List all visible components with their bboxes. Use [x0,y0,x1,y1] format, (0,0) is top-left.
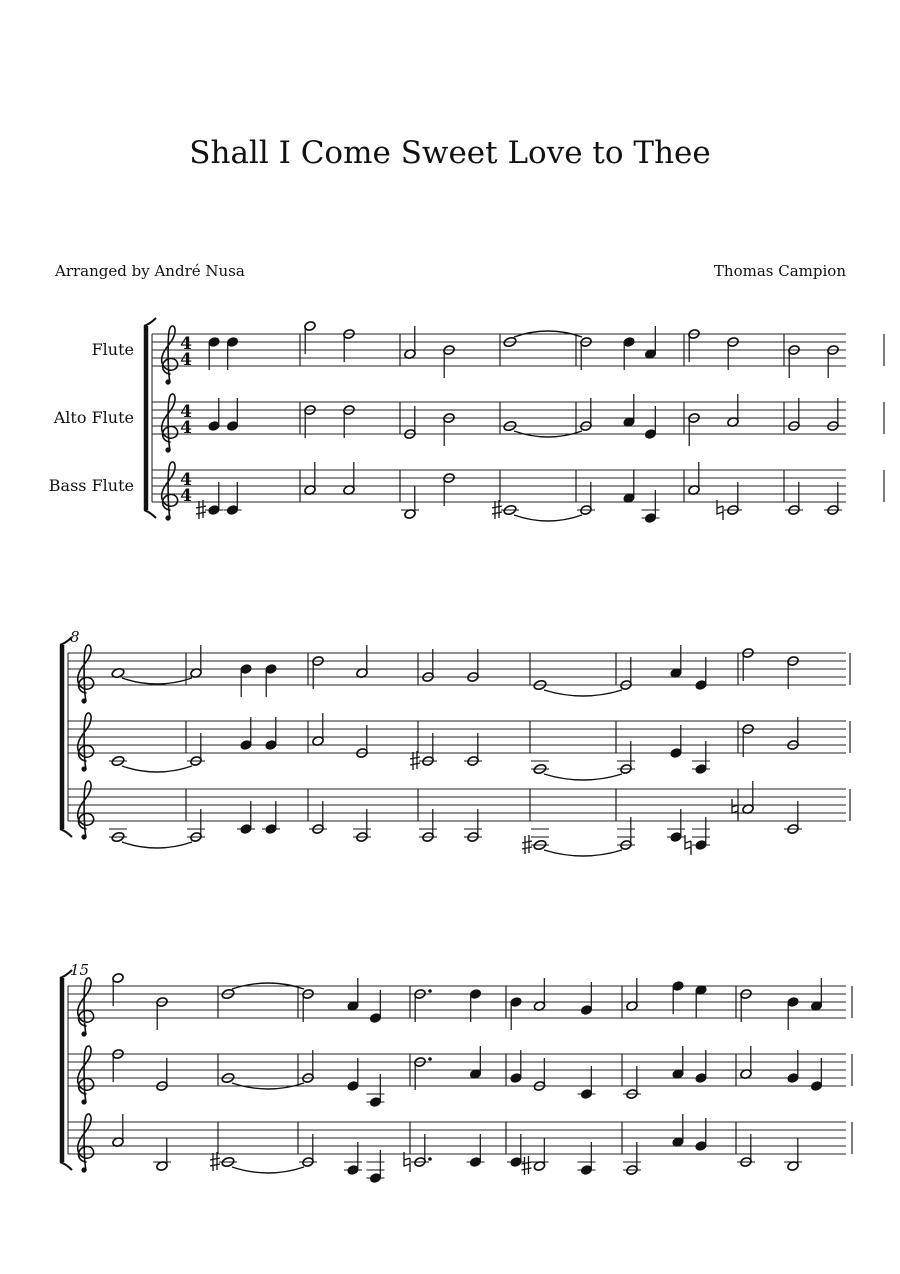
measure-number: 15 [70,961,90,979]
treble-clef-dot [81,698,86,703]
time-signature-top: 4 [180,402,192,422]
treble-clef-dot [165,379,170,384]
sharp-accidental [522,1156,532,1175]
tie-curve [122,678,192,684]
tie-curve [232,1167,304,1173]
treble-clef-dot [165,515,170,520]
treble-clef-dot [165,447,170,452]
treble-clef-icon [78,978,94,1037]
tie-curve [514,515,582,521]
treble-clef-dot [81,766,86,771]
treble-clef-icon [78,713,94,772]
bracket-bottom-hook [60,1162,72,1170]
augmentation-dot [428,1057,432,1061]
instrument-name: Bass Flute [48,476,134,495]
tie-curve [544,850,622,856]
tie-curve [122,766,192,772]
bracket-bottom-hook [60,829,72,837]
natural-accidental [685,835,691,855]
natural-accidental [404,1152,410,1172]
time-signature-bottom: 4 [180,486,192,506]
sharp-accidental [410,751,420,770]
arranger-credit: Arranged by André Nusa [55,262,245,280]
augmentation-dot [428,1157,432,1161]
instrument-name: Alto Flute [53,408,134,427]
composer-credit: Thomas Campion [713,262,846,280]
treble-clef-icon [78,1114,94,1173]
treble-clef-dot [81,834,86,839]
measure-number: 8 [70,628,80,646]
treble-clef-icon [162,462,178,521]
treble-clef-dot [81,1031,86,1036]
treble-clef-icon [78,645,94,704]
score-title: Shall I Come Sweet Love to Thee [189,135,711,171]
sharp-accidental [492,500,502,519]
treble-clef-icon [162,394,178,453]
treble-clef-icon [162,326,178,385]
time-signature-top: 4 [180,470,192,490]
treble-clef-icon [78,781,94,840]
time-signature-bottom: 4 [180,350,192,370]
tie-curve [544,690,622,696]
tie-curve [544,774,622,780]
augmentation-dot [428,989,432,993]
bracket-bottom-hook [144,510,156,518]
natural-accidental [717,500,723,520]
treble-clef-dot [81,1099,86,1104]
treble-clef-dot [81,1167,86,1172]
sharp-accidental [196,500,206,519]
time-signature-top: 4 [180,334,192,354]
bracket-top-hook [144,318,156,326]
time-signature-bottom: 4 [180,418,192,438]
sharp-accidental [522,835,532,854]
natural-accidental [732,799,738,819]
treble-clef-icon [78,1046,94,1105]
tie-curve [122,842,192,848]
sharp-accidental [210,1152,220,1171]
instrument-name: Flute [91,340,134,359]
